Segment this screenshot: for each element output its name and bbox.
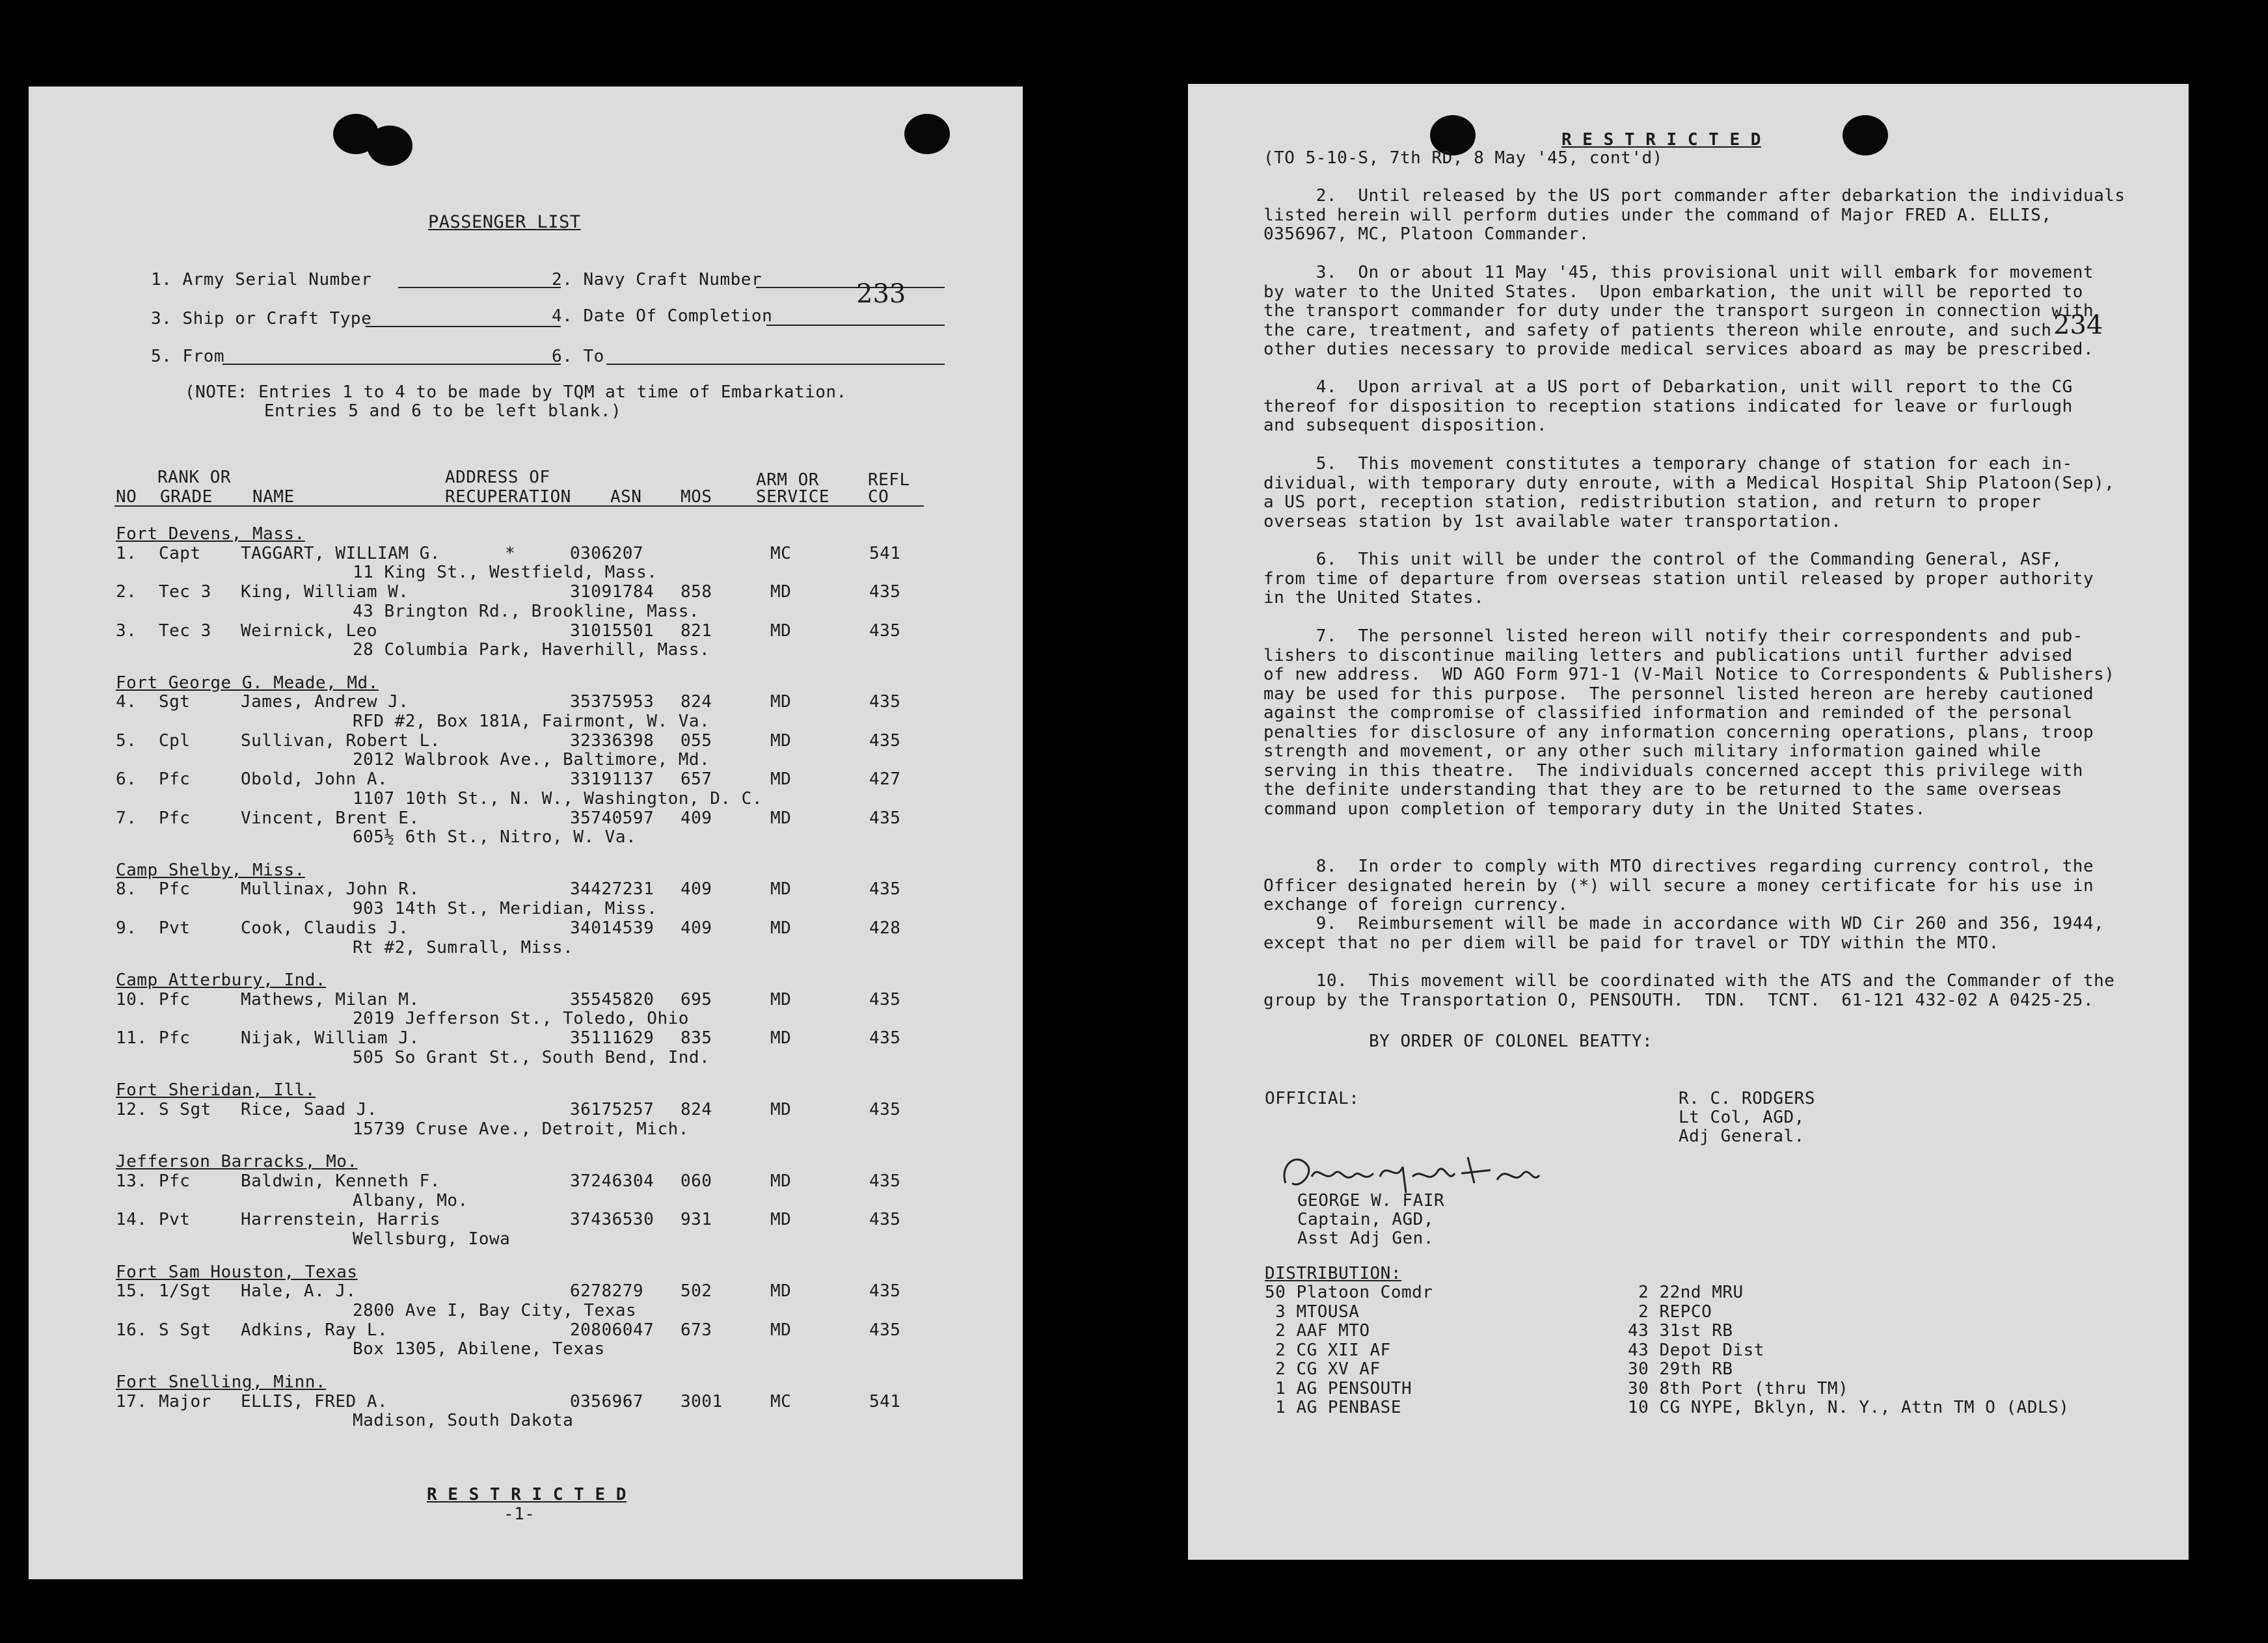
paragraph-line: of new address. WD AGO Form 971-1 (V-Mail Notice to Correspondents & Publishers) (1263, 665, 2115, 684)
cell-no: 13. (116, 1171, 148, 1191)
cell-mos: 502 (681, 1281, 712, 1302)
cell-address: 1107 10th St., N. W., Washington, D. C. (353, 788, 763, 808)
cell-asn: 34427231 (570, 879, 655, 900)
cell-arm: MD (770, 769, 792, 790)
blank-line (366, 326, 561, 327)
paragraph-line: other duties necessary to provide medical services aboard as may be prescribed. (1263, 340, 2094, 359)
cell-arm: MD (770, 1028, 792, 1049)
page-number-stamp: 234 (2053, 310, 2103, 340)
cell-mos: 821 (681, 621, 712, 641)
cell-asn: 33191137 (570, 769, 655, 790)
cell-name: Sullivan, Robert L. (241, 730, 440, 751)
cell-co: 435 (869, 1171, 901, 1191)
paragraph-line: 5. This movement constitutes a temporary change of station for each in- (1263, 454, 2073, 474)
cell-name: Adkins, Ray L. (241, 1320, 388, 1340)
blank-line (398, 287, 561, 288)
cell-grade: Tec 3 (159, 582, 211, 602)
cell-co: 435 (869, 1210, 901, 1230)
cell-name: Mullinax, John R. (241, 879, 420, 900)
paragraph-line: against the compromise of classified information and reminded of the personal (1263, 703, 2073, 723)
paragraph-line: 10. This movement will be coordinated with the ATS and the Commander of the (1263, 971, 2115, 991)
cell-mos: 824 (681, 692, 712, 712)
cell-co: 427 (869, 769, 901, 790)
cell-co: 435 (869, 730, 901, 751)
location-heading: Fort George G. Meade, Md. (116, 673, 379, 693)
paragraph-line: thereof for disposition to reception stations indicated for leave or furlough (1263, 396, 2073, 416)
cell-co: 435 (869, 879, 901, 900)
distribution-item: 2 REPCO (1628, 1302, 1712, 1322)
cell-arm: MD (770, 1320, 792, 1340)
cell-mark: * (505, 543, 516, 563)
cell-mos: 931 (681, 1210, 712, 1230)
form-note: (NOTE: Entries 1 to 4 to be made by TQM at time of Embarkation. (185, 382, 847, 402)
location-heading: Camp Atterbury, Ind. (116, 970, 327, 991)
cell-name: Cook, Claudis J. (241, 918, 409, 938)
cell-co: 435 (869, 1281, 901, 1302)
cell-no: 1. (116, 543, 137, 563)
cell-mos: 657 (681, 769, 712, 790)
official-rank: Captain, AGD, (1297, 1210, 1434, 1229)
cell-address: 28 Columbia Park, Haverhill, Mass. (353, 640, 710, 660)
distribution-item: 10 CG NYPE, Bklyn, N. Y., Attn TM O (ADLS) (1628, 1398, 2070, 1417)
cell-co: 435 (869, 1100, 901, 1120)
header-address: ADDRESS OF (445, 468, 550, 487)
cell-mos: 409 (681, 918, 712, 938)
location-heading: Fort Sheridan, Ill. (116, 1080, 316, 1101)
cell-no: 7. (116, 808, 137, 828)
paragraph-line: dividual, with temporary duty enroute, with a Medical Hospital Ship Platoon(Sep), (1263, 473, 2115, 493)
cell-asn: 35375953 (570, 692, 655, 712)
cell-asn: 0306207 (570, 543, 644, 563)
cell-co: 541 (869, 543, 901, 563)
cell-no: 17. (116, 1391, 148, 1411)
cell-arm: MD (770, 918, 792, 938)
form-field-label: 4. Date Of Completion (552, 306, 773, 326)
cell-address: Albany, Mo. (353, 1190, 468, 1210)
cell-arm: MD (770, 1171, 792, 1191)
cell-asn: 0356967 (570, 1391, 644, 1411)
cell-arm: MD (770, 582, 792, 602)
cell-address: 903 14th St., Meridian, Miss. (353, 899, 658, 919)
cell-grade: Sgt (159, 692, 191, 712)
distribution-item: 43 31st RB (1628, 1321, 1733, 1341)
cell-grade: Cpl (159, 730, 191, 751)
header-arm: ARM OR (756, 470, 819, 490)
signer-rank: Lt Col, AGD, (1679, 1108, 1805, 1127)
cell-asn: 35740597 (570, 808, 655, 828)
paragraph-line: 7. The personnel listed hereon will notify their correspondents and pub- (1263, 626, 2083, 646)
cell-name: Weirnick, Leo (241, 621, 377, 641)
header-mos: MOS (681, 487, 712, 507)
cell-grade: Pvt (159, 1210, 191, 1230)
paragraph-line: overseas station by 1st available water transportation. (1263, 511, 1842, 531)
cell-asn: 6278279 (570, 1281, 644, 1302)
blank-line (756, 287, 945, 288)
cell-co: 435 (869, 1028, 901, 1049)
paragraph-line: 6. This unit will be under the control of the Commanding General, ASF, (1263, 550, 2062, 569)
cell-grade: Tec 3 (159, 621, 211, 641)
cell-no: 6. (116, 769, 137, 790)
restricted-footer: R E S T R I C T E D (427, 1485, 627, 1504)
cell-asn: 37246304 (570, 1171, 655, 1191)
paragraph-line: exchange of foreign currency. (1263, 895, 1569, 915)
cell-address: 15739 Cruse Ave., Detroit, Mich. (353, 1119, 689, 1139)
cell-arm: MD (770, 730, 792, 751)
distribution-item: 30 29th RB (1628, 1359, 1733, 1379)
cell-asn: 36175257 (570, 1100, 655, 1120)
cell-co: 435 (869, 1320, 901, 1340)
paragraph-line: 0356967, MC, Platoon Commander. (1263, 224, 1589, 244)
form-field-label: 6. To (552, 347, 604, 366)
cell-asn: 31015501 (570, 621, 655, 641)
cell-no: 3. (116, 621, 137, 641)
cell-arm: MD (770, 1100, 792, 1120)
paragraph-line: serving in this theatre. The individuals concerned accept this privilege with (1263, 760, 2083, 781)
cell-co: 428 (869, 918, 901, 938)
official-title: Asst Adj Gen. (1297, 1229, 1434, 1248)
cell-grade: Pfc (159, 769, 191, 790)
official-label: OFFICIAL: (1265, 1089, 1360, 1108)
cell-grade: S Sgt (159, 1100, 211, 1120)
cell-name: King, William W. (241, 582, 409, 602)
cell-grade: Pfc (159, 808, 191, 828)
paragraph-line: and subsequent disposition. (1263, 416, 1548, 435)
punch-hole (904, 114, 950, 154)
distribution-item: 43 Depot Dist (1628, 1340, 1764, 1360)
cell-mos: 055 (681, 730, 712, 751)
cell-arm: MD (770, 879, 792, 900)
page-title: PASSENGER LIST (428, 212, 581, 232)
location-heading: Fort Sam Houston, Texas (116, 1262, 358, 1282)
paragraph-line: in the United States. (1263, 588, 1485, 608)
header-service: SERVICE (756, 487, 830, 507)
cell-no: 8. (116, 879, 137, 900)
distribution-item: 2 CG XII AF (1265, 1340, 1391, 1360)
restricted-header: R E S T R I C T E D (1561, 130, 1761, 150)
cell-arm: MD (770, 989, 792, 1009)
official-name: GEORGE W. FAIR (1297, 1191, 1445, 1210)
distribution-item: 3 MTOUSA (1265, 1302, 1360, 1322)
cell-name: Nijak, William J. (241, 1028, 420, 1049)
distribution-item: 1 AG PENBASE (1265, 1398, 1401, 1417)
distribution-item: 1 AG PENSOUTH (1265, 1378, 1412, 1398)
cell-no: 9. (116, 918, 137, 938)
cell-name: Mathews, Milan M. (241, 989, 420, 1009)
distribution-item: 30 8th Port (thru TM) (1628, 1378, 1849, 1398)
cell-no: 4. (116, 692, 137, 712)
paragraph-line: from time of departure from overseas station until released by proper authority (1263, 568, 2094, 589)
form-field-label: 3. Ship or Craft Type (151, 309, 372, 328)
cell-address: RFD #2, Box 181A, Fairmont, W. Va. (353, 712, 710, 732)
cell-address: 43 Brington Rd., Brookline, Mass. (353, 601, 700, 621)
by-order-line: BY ORDER OF COLONEL BEATTY: (1369, 1032, 1653, 1051)
cell-name: Obold, John A. (241, 769, 388, 790)
cell-mos: 409 (681, 808, 712, 828)
cell-name: Baldwin, Kenneth F. (241, 1171, 440, 1191)
cell-name: Rice, Saad J. (241, 1100, 377, 1120)
header-name: NAME (252, 487, 295, 507)
paragraph-line: the care, treatment, and safety of patients thereon while enroute, and such (1263, 320, 2052, 340)
header-asn: ASN (610, 487, 642, 507)
paragraph-line: the transport commander for duty under the transport surgeon in connection with (1263, 301, 2094, 321)
blank-line (766, 325, 945, 326)
paragraph-line: penalties for disclosure of any information concerning operations, plans, troop (1263, 722, 2094, 742)
cell-asn: 31091784 (570, 582, 655, 602)
cell-mos: 3001 (681, 1391, 723, 1411)
header-rule (115, 505, 924, 507)
paragraph-line: 3. On or about 11 May '45, this provisional unit will embark for movement (1263, 263, 2094, 282)
cell-asn: 32336398 (570, 730, 655, 751)
cell-mos: 858 (681, 582, 712, 602)
cell-grade: Pvt (159, 918, 191, 938)
cell-asn: 35111629 (570, 1028, 655, 1049)
cell-name: ELLIS, FRED A. (241, 1391, 388, 1411)
form-field-label: 5. From (151, 347, 225, 366)
cell-co: 435 (869, 989, 901, 1009)
paragraph-line: 4. Upon arrival at a US port of Debarkation, unit will report to the CG (1263, 377, 2073, 397)
punch-hole (367, 126, 412, 166)
cell-address: 2019 Jefferson St., Toledo, Ohio (353, 1009, 689, 1029)
cell-address: Madison, South Dakota (353, 1411, 574, 1431)
paragraph-line: group by the Transportation O, PENSOUTH. TDN. TCNT. 61-121 432-02 A 0425-25. (1263, 990, 2094, 1010)
cell-arm: MD (770, 692, 792, 712)
paragraph-line: except that no per diem will be paid for travel or TDY within the MTO. (1263, 933, 1999, 953)
header-co: CO (868, 487, 889, 507)
distribution-item: 2 22nd MRU (1628, 1283, 1744, 1302)
cell-arm: MD (770, 1210, 792, 1230)
cell-address: 605½ 6th St., Nitro, W. Va. (353, 827, 637, 848)
cell-co: 435 (869, 808, 901, 828)
cell-mos: 673 (681, 1320, 712, 1340)
cell-mos: 824 (681, 1100, 712, 1120)
cell-grade: 1/Sgt (159, 1281, 211, 1302)
paragraph-line: 9. Reimbursement will be made in accordance with WD Cir 260 and 356, 1944, (1263, 914, 2105, 933)
header-recuperation: RECUPERATION (445, 487, 571, 507)
order-reference: (TO 5-10-S, 7th RD, 8 May '45, cont'd) (1263, 148, 1663, 168)
cell-asn: 35545820 (570, 989, 655, 1009)
distribution-item: 2 AAF MTO (1265, 1321, 1370, 1341)
paragraph-line: 8. In order to comply with MTO directives regarding currency control, the (1263, 857, 2094, 876)
distribution-item: 50 Platoon Comdr (1265, 1283, 1433, 1302)
passenger-list-page (29, 87, 1023, 1579)
cell-grade: Major (159, 1391, 211, 1411)
blank-line (223, 364, 561, 365)
blank-line (606, 364, 945, 365)
cell-no: 2. (116, 582, 137, 602)
location-heading: Fort Devens, Mass. (116, 524, 305, 544)
cell-no: 11. (116, 1028, 148, 1049)
paragraph-line: lishers to discontinue mailing letters and publications until further advised (1263, 645, 2073, 665)
cell-address: Rt #2, Sumrall, Miss. (353, 937, 574, 957)
cell-address: 2800 Ave I, Bay City, Texas (353, 1300, 637, 1320)
cell-mos: 695 (681, 989, 712, 1009)
cell-no: 5. (116, 730, 137, 751)
cell-mos: 409 (681, 879, 712, 900)
signer-title: Adj General. (1679, 1127, 1805, 1146)
cell-name: TAGGART, WILLIAM G. (241, 543, 440, 563)
paragraph-line: 2. Until released by the US port commander after debarkation the individuals (1263, 186, 2126, 206)
cell-asn: 34014539 (570, 918, 655, 938)
form-note: Entries 5 and 6 to be left blank.) (264, 401, 622, 421)
cell-grade: Pfc (159, 989, 191, 1009)
cell-no: 15. (116, 1281, 148, 1302)
cell-grade: S Sgt (159, 1320, 211, 1340)
cell-address: Box 1305, Abilene, Texas (353, 1339, 605, 1359)
cell-name: Vincent, Brent E. (241, 808, 420, 828)
paragraph-line: listed herein will perform duties under the command of Major FRED A. ELLIS, (1263, 205, 2052, 225)
cell-asn: 20806047 (570, 1320, 655, 1340)
paragraph-line: by water to the United States. Upon embarkation, the unit will be reported to (1263, 282, 2083, 302)
cell-co: 435 (869, 692, 901, 712)
paragraph-line: a US port, reception station, redistribution station, and return to proper (1263, 492, 2042, 512)
paragraph-line: command upon completion of temporary duty in the United States. (1263, 799, 1926, 819)
header-refl: REFL (868, 470, 910, 490)
cell-grade: Pfc (159, 879, 191, 900)
cell-grade: Pfc (159, 1171, 191, 1191)
header-grade: GRADE (160, 487, 213, 507)
header-rank: RANK OR (157, 468, 232, 487)
header-no: NO (116, 487, 137, 507)
cell-name: James, Andrew J. (241, 692, 409, 712)
distribution-item: 2 CG XV AF (1265, 1359, 1381, 1379)
cell-arm: MC (770, 1391, 792, 1411)
cell-no: 12. (116, 1100, 148, 1120)
cell-name: Hale, A. J. (241, 1281, 357, 1302)
cell-arm: MD (770, 808, 792, 828)
form-field-label: 1. Army Serial Number (151, 270, 372, 289)
cell-address: 2012 Walbrook Ave., Baltimore, Md. (353, 750, 710, 770)
cell-grade: Pfc (159, 1028, 191, 1049)
cell-name: Harrenstein, Harris (241, 1210, 440, 1230)
paragraph-line: may be used for this purpose. The personnel listed hereon are hereby cautioned (1263, 684, 2094, 704)
cell-co: 435 (869, 582, 901, 602)
cell-grade: Capt (159, 543, 201, 563)
cell-mos: 835 (681, 1028, 712, 1049)
paragraph-line: strength and movement, or any other such military information gained while (1263, 741, 2042, 761)
signer-name: R. C. RODGERS (1679, 1089, 1815, 1108)
cell-arm: MC (770, 543, 792, 563)
cell-address: 505 So Grant St., South Bend, Ind. (353, 1047, 710, 1067)
location-heading: Camp Shelby, Miss. (116, 860, 305, 880)
form-field-label: 2. Navy Craft Number (552, 270, 763, 289)
cell-mos: 060 (681, 1171, 712, 1191)
cell-address: 11 King St., Westfield, Mass. (353, 563, 658, 583)
location-heading: Fort Snelling, Minn. (116, 1372, 327, 1392)
cell-address: Wellsburg, Iowa (353, 1229, 511, 1249)
orders-continuation-page (1188, 84, 2189, 1560)
page-footer-number: -1- (504, 1504, 535, 1524)
cell-no: 16. (116, 1320, 148, 1340)
cell-no: 14. (116, 1210, 148, 1230)
cell-arm: MD (770, 1281, 792, 1302)
punch-hole (1843, 115, 1888, 155)
cell-asn: 37436530 (570, 1210, 655, 1230)
distribution-label: DISTRIBUTION: (1265, 1264, 1401, 1283)
page-number-stamp: 233 (856, 279, 906, 309)
location-heading: Jefferson Barracks, Mo. (116, 1152, 358, 1172)
cell-arm: MD (770, 621, 792, 641)
paragraph-line: Officer designated herein by (*) will secure a money certificate for his use in (1263, 875, 2094, 896)
paragraph-line: the definite understanding that they are to be returned to the same overseas (1263, 780, 2062, 799)
cell-co: 541 (869, 1391, 901, 1411)
cell-co: 435 (869, 621, 901, 641)
cell-no: 10. (116, 989, 148, 1009)
